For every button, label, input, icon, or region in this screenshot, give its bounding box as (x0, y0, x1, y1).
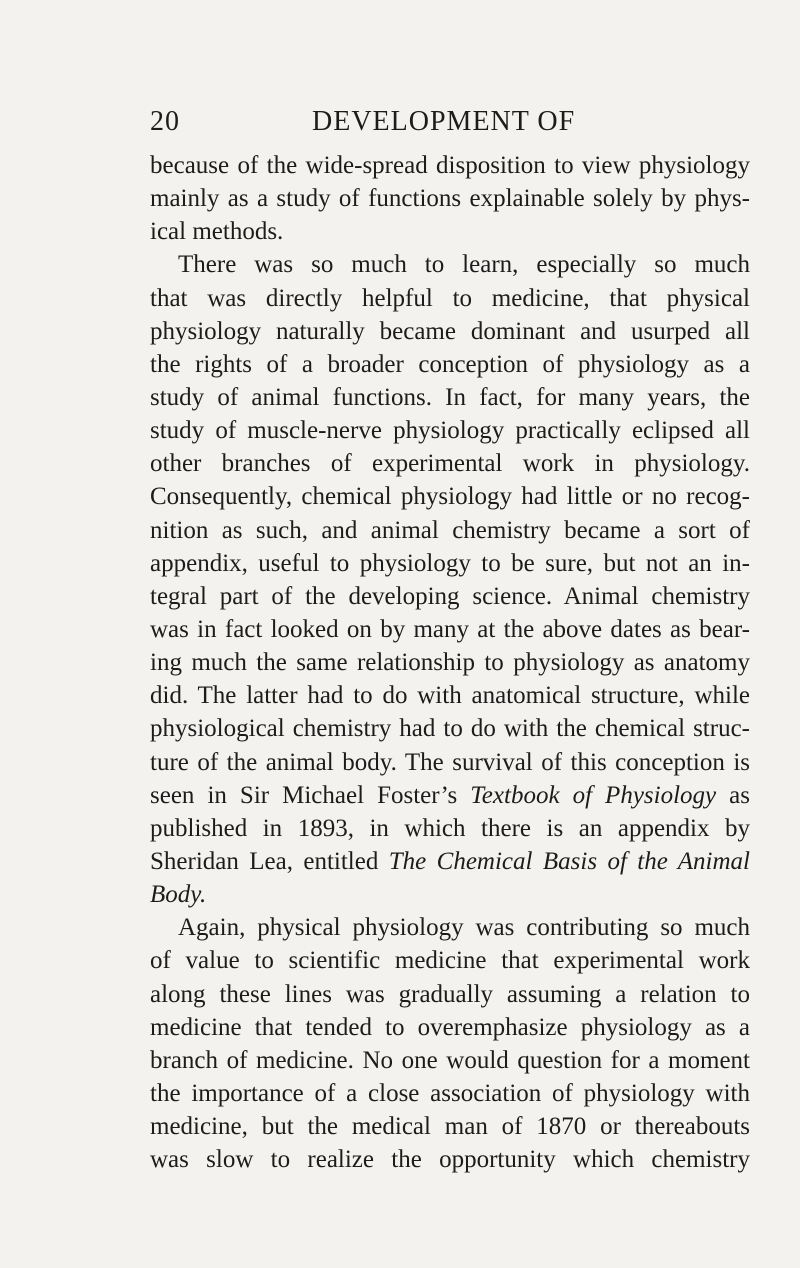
text-segment: was in fact looked on by many at the above dates as bear- (150, 615, 750, 643)
text-line (150, 1110, 750, 1143)
text-line (150, 1044, 750, 1077)
text-segment: other branches of experimental work in physiology. (150, 450, 750, 478)
text-segment: branch of medicine. No one would question for a moment (150, 1046, 750, 1074)
text-line (150, 1077, 750, 1110)
text-line (150, 911, 750, 944)
text-segment: medicine that tended to overemphasize physiology as a (150, 1013, 750, 1041)
text-line (150, 1011, 750, 1044)
text-line (150, 315, 750, 348)
text-line (150, 282, 750, 315)
text-segment: of value to scientific medicine that experimental work (150, 947, 750, 975)
italic-title: Body. (150, 881, 207, 909)
text-line (150, 878, 750, 911)
text-segment: Sheridan Lea, entitled (150, 847, 389, 875)
body-text (150, 149, 750, 1176)
text-segment: did. The latter had to do with anatomical structure, while (150, 682, 750, 710)
text-line (150, 248, 750, 281)
text-line (150, 514, 750, 547)
text-segment: mainly as a study of functions explainable solely by phys- (150, 185, 750, 213)
text-line (150, 845, 750, 878)
running-head (150, 106, 750, 142)
text-segment: tegral part of the developing science. Animal chemistry (150, 582, 750, 610)
text-segment: physiology naturally became dominant and usurped all (150, 317, 750, 345)
text-segment: the importance of a close association of physiology with (150, 1079, 750, 1107)
text-segment: study of muscle-nerve physiology practically eclipsed all (150, 417, 750, 445)
text-line (150, 414, 750, 447)
text-segment: physiological chemistry had to do with the chemical struc- (150, 715, 750, 743)
text-line (150, 149, 750, 182)
text-line (150, 447, 750, 480)
text-line (150, 613, 750, 646)
text-segment: Again, physical physiology was contributing so much (178, 914, 750, 942)
text-line (150, 646, 750, 679)
text-line (150, 182, 750, 215)
text-line (150, 580, 750, 613)
text-line (150, 944, 750, 977)
text-line (150, 746, 750, 779)
text-segment: ing much the same relationship to physiology as anatomy (150, 649, 750, 677)
text-segment: the rights of a broader conception of physiology as a (150, 350, 750, 378)
text-segment: study of animal functions. In fact, for many years, the (150, 383, 750, 411)
text-line (150, 1143, 750, 1176)
text-line (150, 547, 750, 580)
italic-title: The Chemical Basis of the Animal (388, 847, 750, 875)
text-line (150, 712, 750, 745)
text-segment: appendix, useful to physiology to be sure, but not an in- (150, 549, 750, 577)
italic-title: Textbook of Physiology (470, 781, 717, 809)
text-segment: as (716, 781, 750, 809)
text-segment: because of the wide-spread disposition to view physiology (150, 152, 750, 179)
text-segment: seen in Sir Michael Foster’s (150, 781, 471, 809)
text-segment: along these lines was gradually assuming a relation to (150, 980, 750, 1008)
text-line (150, 480, 750, 513)
running-title: DEVELOPMENT OF (312, 106, 576, 137)
text-segment: was slow to realize the opportunity which chemistry (150, 1146, 750, 1174)
text-line (150, 215, 750, 248)
text-segment: that was directly helpful to medicine, that physical (150, 284, 750, 312)
text-segment: ture of the animal body. The survival of this conception is (150, 748, 750, 776)
text-segment: published in 1893, in which there is an appendix by (150, 814, 750, 842)
text-line (150, 381, 750, 414)
text-line (150, 978, 750, 1011)
text-segment: Consequently, chemical physiology had little or no recog- (150, 483, 750, 511)
text-line (150, 348, 750, 381)
text-segment: ical methods. (150, 218, 284, 246)
text-segment: medicine, but the medical man of 1870 or thereabouts (150, 1113, 750, 1141)
text-segment: There was so much to learn, especially so much (178, 251, 750, 279)
page-number: 20 (150, 106, 180, 137)
text-line (150, 812, 750, 845)
text-line (150, 779, 750, 812)
text-line (150, 679, 750, 712)
text-segment: nition as such, and animal chemistry became a sort of (150, 516, 750, 544)
